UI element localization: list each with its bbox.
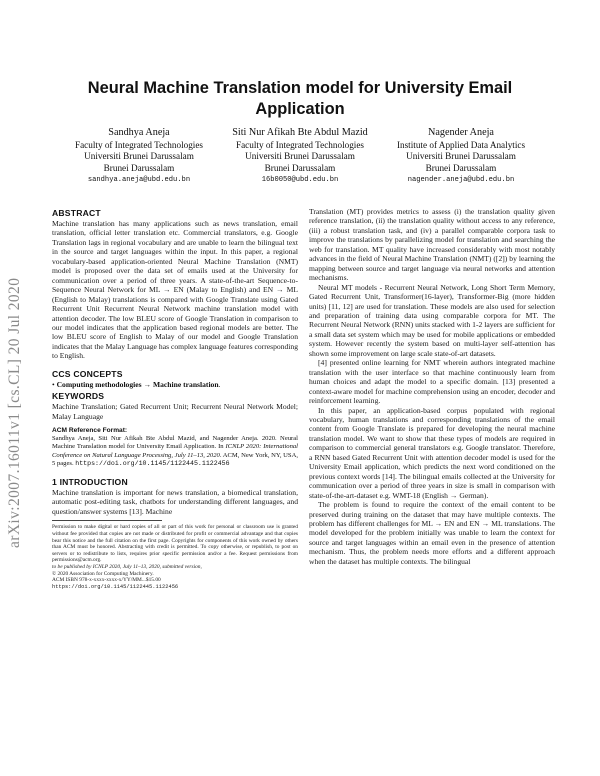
author-email: nagender.aneja@ubd.edu.bn: [407, 176, 515, 185]
author-block-1: [64, 127, 214, 186]
reference-venue: ICNLP 2020: International Conference on Natural Language Processing, July 11–13, 2020: [52, 443, 298, 459]
permission-footnote: Permission to make digital or hard copies of all or part of this work for personal or classroom use is granted without fee provided that copies are not made or distributed for profit or commercial advantage and that copies bear this notice and the full citation on the first page. Copyrights for components of this work owned by others than ACM must be honored. Abstracting with credit is permitted. To copy otherwise, or republish, to post on servers or to redistribute to lists, requires prior specific permission and/or a fee. Request permissions from permissions@acm.org.: [52, 524, 298, 564]
reference-doi-link[interactable]: https://doi.org/10.1145/1122445.1122456: [75, 459, 230, 467]
reference-format-heading: ACM Reference Format:: [52, 427, 128, 435]
publication-text: to be published by ICNLP 2020, July 11–13, 2020, submitted version,: [52, 563, 202, 570]
paragraph: Translation (MT) provides metrics to assess (i) the translation quality given reference translation, (ii) the translation quality without access to any reference, (iii) a robust translation task, and (iv) a parallel comparable corpora task to improve the translations by parallelizing model for translation and searching the web for translation. MT quality have increased considerably with most notably advances in the field of Neural Machine Translation (NMT) ([2]) by learning the mapping between source and target language via neural networks and attention mechanisms.: [309, 207, 555, 283]
author-affiliation: Faculty of Integrated Technologies: [74, 139, 204, 150]
keywords-heading: KEYWORDS: [52, 391, 105, 402]
introduction-heading: 1 INTRODUCTION: [52, 477, 128, 488]
paragraph: In this paper, an application-based corpus populated with regional vocabulary, human translations and corresponding translations of the email content from Google Translate is prepared for developing the neural machine translation model. We want to show that these types of models are required in comparison to commercial general translators e.g. Google translator. Therefore, a RNN based Gated Recurrent Unit with attention decoder model is used for the University Email application, which predicts the next word conditioned on the previous context words [14]. The bilingual emails collected at the University for communication over a period of three years in size is small in comparison with state-of-the-art-dataset e.g. WMT-18 (English → German).: [309, 405, 555, 500]
author-name: Nagender Aneja: [428, 127, 494, 138]
arxiv-identifier: arXiv:2007.16011v1 [cs.CL] 20 Jul 2020: [6, 277, 23, 548]
left-column: [52, 207, 298, 590]
footnote-divider: [52, 520, 162, 521]
publication-note: [52, 564, 298, 571]
author-email: sandhya.aneja@ubd.edu.bn: [87, 176, 191, 185]
footnote-doi-link[interactable]: https://doi.org/10.1145/1122445.1122456: [52, 583, 179, 590]
author-location: Brunei Darussalam: [425, 162, 497, 173]
reference-format-text: [52, 435, 298, 468]
ccs-bullet: •: [52, 379, 57, 389]
ccs-item: [52, 380, 298, 390]
reference-text-after: . ACM, New York, NY, USA, 5 pages.: [52, 451, 298, 467]
author-university: Universiti Brunei Darussalam: [406, 151, 516, 162]
ccs-heading: CCS CONCEPTS: [52, 368, 123, 379]
keywords-text: Machine Translation; Gated Recurrent Unit; Recurrent Neural Network Model; Malay Language: [52, 402, 298, 421]
author-location: Brunei Darussalam: [103, 162, 175, 173]
author-location: Brunei Darussalam: [264, 162, 336, 173]
abstract-heading: ABSTRACT: [52, 208, 101, 218]
author-block-2: [222, 127, 378, 186]
right-column: [309, 207, 555, 566]
abstract-text: Machine translation has many applications such as news translation, email translation, official letter translation etc. Commercial translators, e.g. Google Translation lags in regional vocabulary and are unable to learn the bilingual text in the source and target languages within the input. In this paper, a regional vocabulary-based application-oriented Neural Machine Translation (NMT) model is proposed over the data set of emails used at the University for communication over a period of three years. A state-of-the-art Sequence-to-Sequence Neural Network for ML → EN (Malay to English) and EN → ML (English to Malay) translations is compared with Google Translate using Gated Recurrent Unit Recurrent Neural Network machine translation model with attention decoder. The low BLEU score of Google Translation in comparison to our model indicates that the application based regional models are better. The low BLEU score of English to Malay of our model and Google Translation indicates that the Malay Language has complex language features corresponding to English.: [52, 219, 298, 361]
author-block-3: [386, 127, 536, 186]
author-university: Universiti Brunei Darussalam: [245, 151, 355, 162]
author-email: 16b0050@ubd.edu.bn: [261, 176, 339, 185]
paragraph: Neural MT models - Recurrent Neural Network, Long Short Term Memory, Gated Recurrent Unit, Transformer(16-layer), Transformer-Big (more hidden units) [11, 12] are used for translation. These models are also used for selection and preparation of training data using comparable corpora for MT. The Recurrent Neural Network (RNN) units stacked with 1-2 layers are sufficient for a small data set system which may be used for mobile applications or embedded system. However recently the system based on multi-layer self-attention has shown some improvement on large scale state-of-art datasets.: [309, 282, 555, 358]
copyright-note: © 2020 Association for Computing Machinery.: [52, 570, 154, 577]
paper-title: Neural Machine Translation model for University Email Application: [87, 79, 513, 118]
author-name: Sandhya Aneja: [108, 127, 170, 138]
ccs-period: .: [218, 379, 221, 389]
author-university: Universiti Brunei Darussalam: [84, 151, 194, 162]
introduction-text: Machine translation is important for news translation, a biomedical translation, automatic post-editing task, chatbots for understanding different languages, and question/answer systems [13]. Machine: [52, 488, 298, 516]
paragraph: The problem is found to require the context of the email content to be preserved during training on the dataset that may have multiple contexts. The problem has different challenges for ML → EN and EN → ML translations. The model developed for the problem initially was unable to learn the context for source and target languages within an email even in the presence of attention mechanism. Thus, the problem needs more efforts and a different approach when the dataset has multiple contexts. The bilingual: [309, 500, 555, 566]
paragraph: [4] presented online learning for NMT wherein authors integrated machine translation with the user interface so that machine continuously learn from human choices and adapt the model to a specific domain. [13] presented a context-aware model for machine comprehension using an encoder, decoder and reinforcement learning.: [309, 358, 555, 406]
isbn-note: ACM ISBN 978-x-xxxx-xxxx-x/YY/MM...$15.00: [52, 577, 161, 584]
author-affiliation: Faculty of Integrated Technologies: [235, 139, 365, 150]
ccs-concept: Computing methodologies → Machine translation: [56, 379, 219, 389]
reference-text-before: Sandhya Aneja, Siti Nur Afikah Bte Abdul Mazid, and Nagender Aneja. 2020. Neural Machine Translation model for University Email Application. In: [52, 435, 298, 451]
author-affiliation: Institute of Applied Data Analytics: [396, 139, 526, 150]
author-name: Siti Nur Afikah Bte Abdul Mazid: [232, 127, 368, 138]
